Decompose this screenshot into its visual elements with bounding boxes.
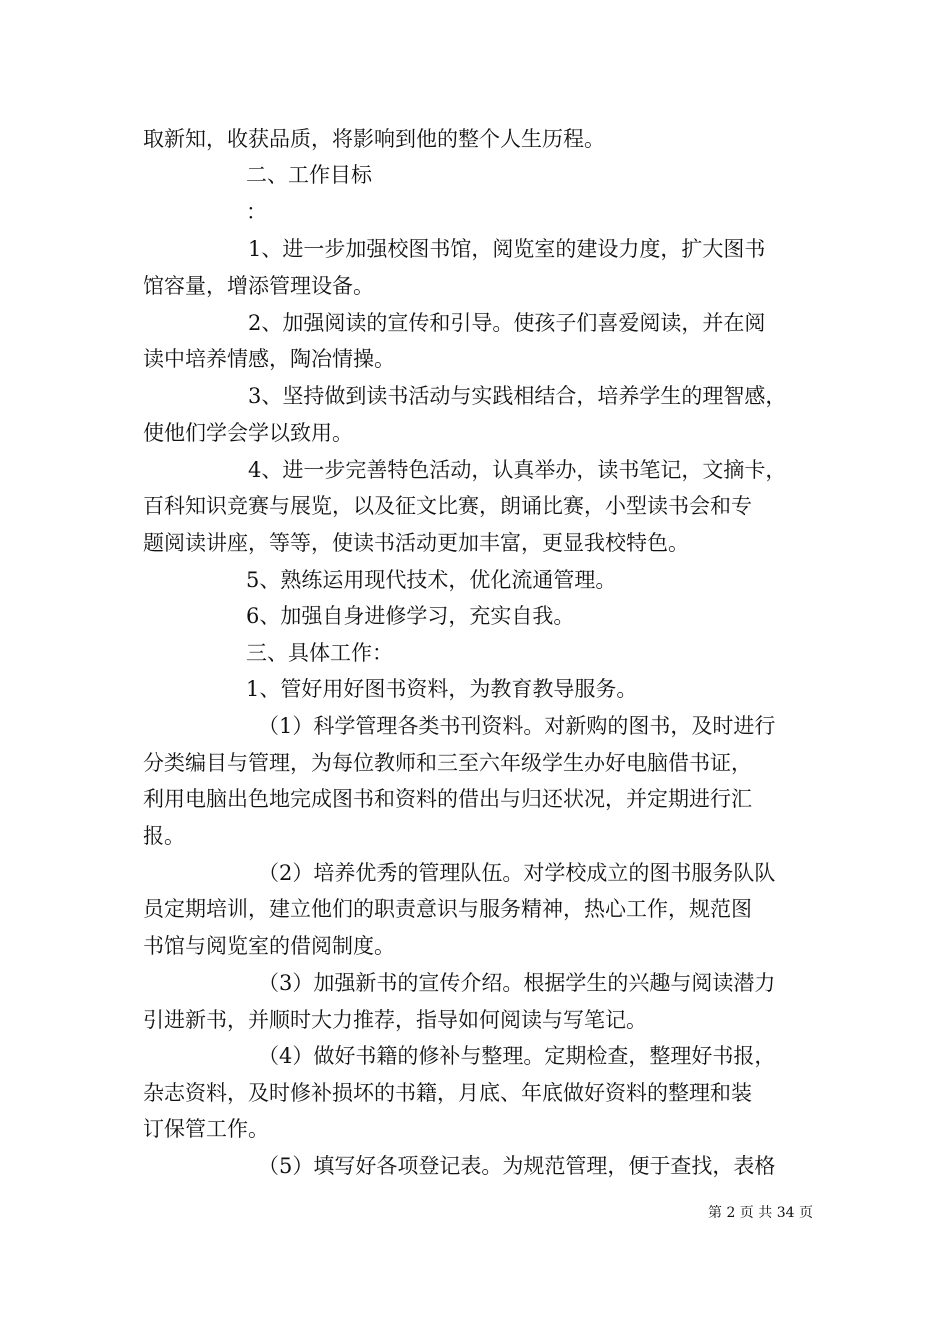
text-line: ： xyxy=(246,200,267,224)
text-line: （5）填写好各项登记表。为规范管理，便于查找，表格 xyxy=(258,1154,776,1178)
text-line: 订保管工作。 xyxy=(143,1117,269,1141)
page-number-footer: 第 2 页 共 34 页 xyxy=(708,1205,813,1221)
text-line: 3、坚持做到读书活动与实践相结合，培养学生的理智感， xyxy=(248,384,787,408)
text-line: （4）做好书籍的修补与整理。定期检查，整理好书报， xyxy=(258,1044,776,1068)
text-line: 4、进一步完善特色活动，认真举办，读书笔记，文摘卡， xyxy=(248,458,787,482)
text-line: 利用电脑出色地完成图书和资料的借出与归还状况，并定期进行汇 xyxy=(143,787,752,811)
text-line: 1、进一步加强校图书馆，阅览室的建设力度，扩大图书 xyxy=(248,237,766,261)
text-line: 使他们学会学以致用。 xyxy=(143,421,353,445)
text-line: 分类编目与管理，为每位教师和三至六年级学生办好电脑借书证， xyxy=(143,751,752,775)
text-line: 题阅读讲座，等等，使读书活动更加丰富，更显我校特色。 xyxy=(143,531,689,555)
text-line: 馆容量，增添管理设备。 xyxy=(143,274,374,298)
text-line: （2）培养优秀的管理队伍。对学校成立的图书服务队队 xyxy=(258,861,776,885)
section-heading-tasks: 三、具体工作： xyxy=(246,641,393,665)
section-heading-goals: 二、工作目标 xyxy=(246,163,372,187)
text-line: 5、熟练运用现代技术，优化流通管理。 xyxy=(246,568,617,592)
text-line: 读中培养情感，陶冶情操。 xyxy=(143,347,395,371)
text-line: 报。 xyxy=(143,824,185,848)
text-line: 6、加强自身进修学习，充实自我。 xyxy=(246,604,575,628)
text-line: 取新知，收获品质，将影响到他的整个人生历程。 xyxy=(143,127,605,151)
text-line: （1）科学管理各类书刊资料。对新购的图书，及时进行 xyxy=(258,714,776,738)
text-line: 百科知识竞赛与展览，以及征文比赛，朗诵比赛，小型读书会和专 xyxy=(143,494,752,518)
text-line: 2、加强阅读的宣传和引导。使孩子们喜爱阅读，并在阅 xyxy=(248,311,766,335)
text-line: 员定期培训，建立他们的职责意识与服务精神，热心工作，规范图 xyxy=(143,897,752,921)
text-line: 杂志资料，及时修补损坏的书籍，月底、年底做好资料的整理和装 xyxy=(143,1081,752,1105)
text-line: 书馆与阅览室的借阅制度。 xyxy=(143,934,395,958)
text-line: （3）加强新书的宣传介绍。根据学生的兴趣与阅读潜力 xyxy=(258,971,776,995)
text-line: 引进新书，并顺时大力推荐，指导如何阅读与写笔记。 xyxy=(143,1008,647,1032)
text-line: 1、管好用好图书资料，为教育教导服务。 xyxy=(246,677,638,701)
